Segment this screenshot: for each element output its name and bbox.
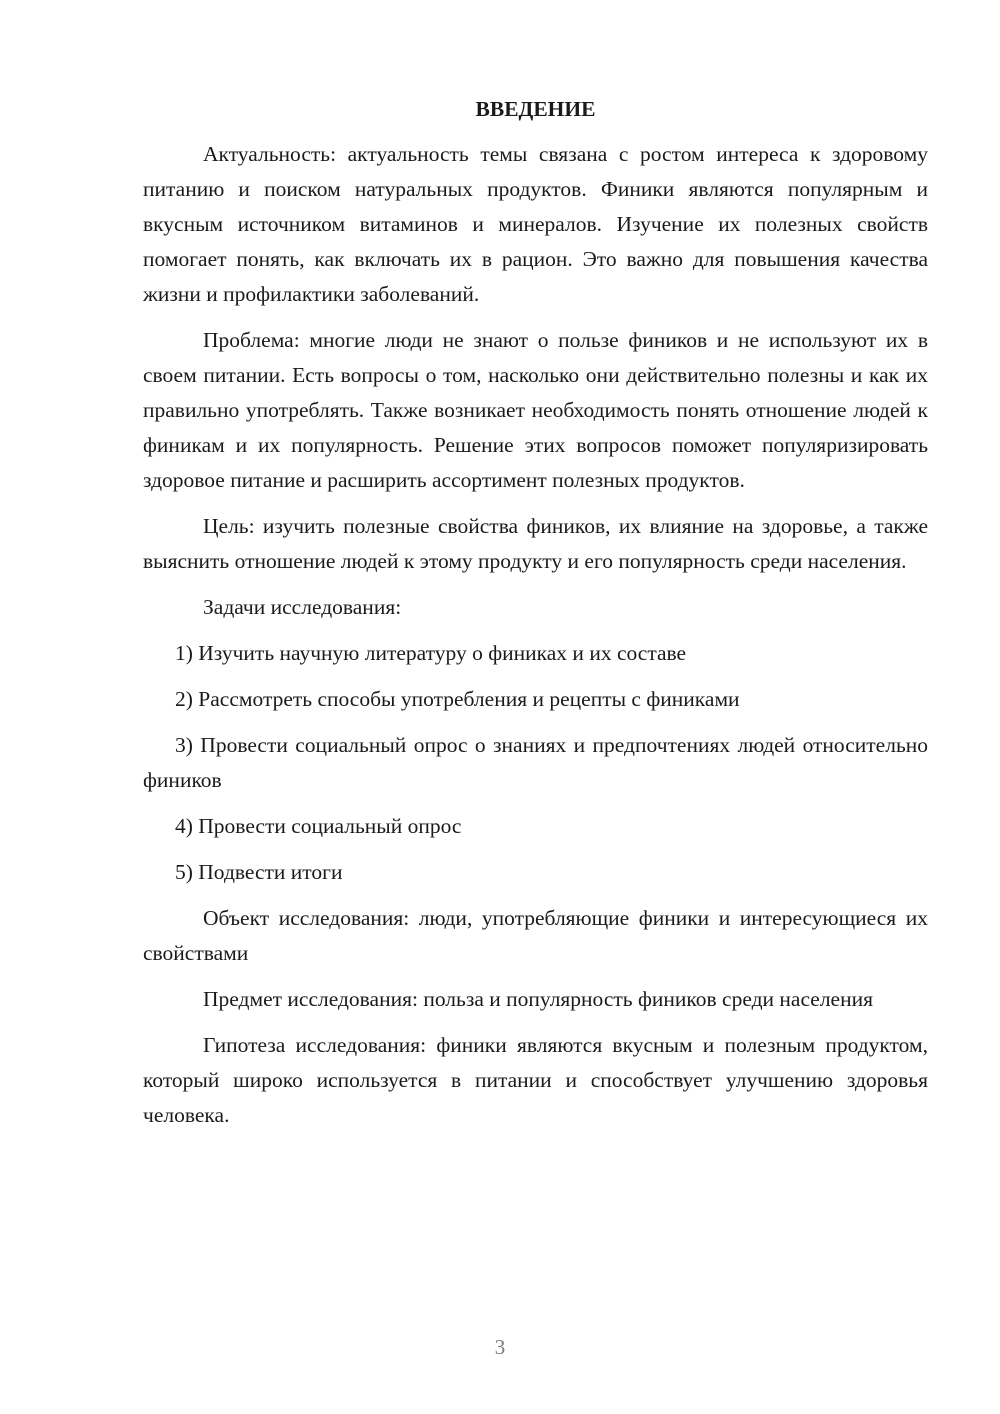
document-page — [143, 92, 928, 1144]
task-item-1: 1) Изучить научную литературу о финиках и их составе — [175, 641, 687, 665]
task-item-2: 2) Рассмотреть способы употребления и рецепты с финиками — [175, 687, 740, 711]
page-title: ВВЕДЕНИЕ — [475, 97, 596, 121]
problem-paragraph: Проблема: многие люди не знают о пользе фиников и не используют их в своем питании. Есть вопросы о том, насколько они действительно полезны и как их правильно употреблять. Также возникает необходимость понять отношение людей к финикам и их популярность. Решение этих вопросов поможет популяризировать здоровое питание и расширить ассортимент полезных продуктов. — [143, 328, 928, 492]
goal-paragraph: Цель: изучить полезные свойства фиников, их влияние на здоровье, а также выяснить отношение людей к этому продукту и его популярность среди населения. — [143, 514, 928, 573]
task-item-5: 5) Подвести итоги — [175, 860, 343, 884]
subject-paragraph: Предмет исследования: польза и популярность фиников среди населения — [203, 987, 873, 1011]
page-number: 3 — [494, 1335, 506, 1359]
task-item-3: 3) Провести социальный опрос о знаниях и предпочтениях людей относительно фиников — [143, 733, 928, 792]
task-item-4: 4) Провести социальный опрос — [175, 814, 462, 838]
relevance-paragraph: Актуальность: актуальность темы связана с ростом интереса к здоровому питанию и поиском натуральных продуктов. Финики являются популярным и вкусным источником витаминов и минералов. Изучение их полезных свойств помогает понять, как включать их в рацион. Это важно для повышения качества жизни и профилактики заболеваний. — [143, 142, 928, 306]
hypothesis-paragraph: Гипотеза исследования: финики являются вкусным и полезным продуктом, который широко используется в питании и способствует улучшению здоровья человека. — [143, 1033, 928, 1127]
tasks-heading: Задачи исследования: — [203, 595, 402, 619]
object-paragraph: Объект исследования: люди, употребляющие финики и интересующиеся их свойствами — [143, 906, 928, 965]
